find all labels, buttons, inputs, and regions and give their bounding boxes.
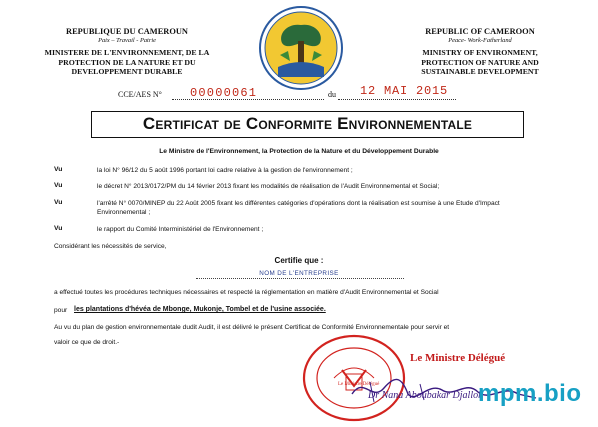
enterprise-line — [196, 278, 404, 279]
vu-label-4: Vu — [54, 225, 63, 232]
closing-text-2: valoir ce que de droit.- — [54, 339, 120, 346]
considerant-line: Considérant les nécessités de service, — [54, 243, 167, 250]
watermark-logo: mpm.bio — [478, 380, 582, 407]
vu-label-3: Vu — [54, 199, 63, 206]
motto-en: Peace- Work-Fatherland — [448, 37, 512, 44]
certificate-title-box — [91, 111, 524, 138]
reference-number: 00000061 — [190, 86, 258, 100]
reference-date: 12 MAI 2015 — [360, 84, 449, 98]
country-en: REPUBLIC OF CAMEROON — [425, 27, 535, 36]
consideration-3: l'arrêté N° 0070/MINEP du 22 Août 2005 fixant les différentes catégories d'opérations dont la réalisation est soumise à une Etude d'Impact Environnemental ; — [97, 200, 500, 216]
coat-of-arms-emblem — [258, 5, 344, 91]
certificate-title: Certificat de Conformite Environnementale — [142, 114, 473, 133]
procedures-text: a effectué toutes les procédures techniques nécessaires et respecté la réglementation en matière d'Audit Environnemental et Social — [54, 289, 439, 296]
stamp-inner-text: Le Ministre Délégué — [338, 382, 380, 387]
consideration-2: le décret N° 2013/0172/PM du 14 février 2013 fixant les modalités de réalisation de l'Audit Environnemental et Social; — [97, 183, 440, 190]
project-description: les plantations d'hévéa de Mbonge, Mukonje, Tombel et de l'usine associée. — [74, 306, 326, 313]
header-right — [400, 27, 560, 77]
issuer-line: Le Ministre de l'Environnement, la Protection de la Nature et du Développement Durable — [159, 148, 439, 155]
certifie-heading: Certifie que : — [274, 256, 324, 265]
reference-label: CCE/AES N° — [118, 90, 162, 99]
vu-label-2: Vu — [54, 182, 63, 189]
enterprise-name: NOM DE L'ENTREPRISE — [259, 270, 339, 277]
reference-date-line — [338, 99, 456, 100]
reference-du-label: du — [328, 90, 336, 99]
consideration-1: la loi N° 96/12 du 5 août 1996 portant loi cadre relative à la gestion de l'environnement ; — [97, 167, 353, 174]
signature-title: Le Ministre Délégué — [410, 352, 506, 364]
vu-label-1: Vu — [54, 166, 63, 173]
ministry-en: MINISTRY OF ENVIRONMENT, PROTECTION OF NATURE AND SUSTAINABLE DEVELOPMENT — [421, 48, 539, 76]
motto-fr: Paix – Travail - Patrie — [98, 37, 156, 44]
pour-label: pour — [54, 307, 68, 314]
header-left — [42, 27, 212, 77]
consideration-4: le rapport du Comité Interministériel de l'Environnement ; — [97, 226, 264, 233]
signature-name: Dr Nana Aboubakar Djalloh — [368, 390, 484, 401]
ministry-fr: MINISTERE DE L'ENVIRONNEMENT, DE LA PROTECTION DE LA NATURE ET DU DEVELOPPEMENT DURABLE — [44, 48, 210, 76]
closing-text-1: Au vu du plan de gestion environnementale dudit Audit, il est délivré le présent Certificat de Conformité Environnementale pour servir et — [54, 324, 450, 331]
country-fr: REPUBLIQUE DU CAMEROUN — [66, 27, 188, 36]
